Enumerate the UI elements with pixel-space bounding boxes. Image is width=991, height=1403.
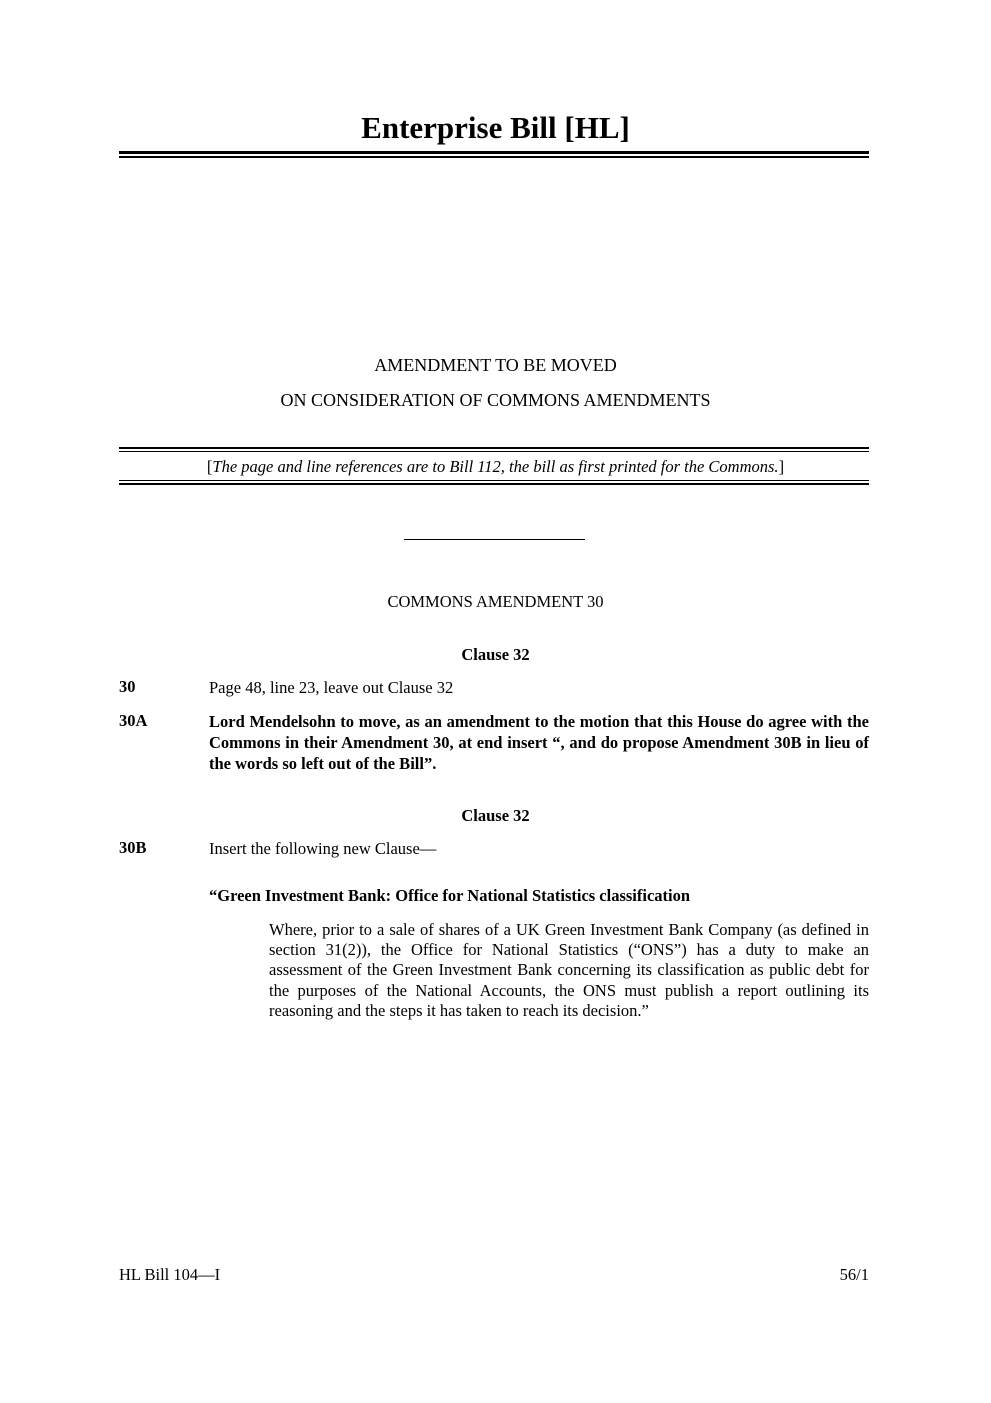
item-number-30a: 30A [119,711,148,730]
clause-heading-1: Clause 32 [461,645,530,664]
note-rule-bottom-1 [119,480,869,481]
note-open-bracket: [ [206,457,213,476]
document-title: Enterprise Bill [HL] [361,110,630,145]
new-clause-intro: Insert the following new Clause— [209,839,437,858]
title-rule-bottom [119,156,869,158]
section-divider [404,539,585,540]
title-rule-top [119,151,869,154]
item-text-30: Page 48, line 23, leave out Clause 32 [209,678,454,697]
reference-note [0,457,991,477]
clause-heading-2: Clause 32 [461,806,530,825]
new-clause-title: “Green Investment Bank: Office for National Statistics classification [209,886,691,905]
item-number-30b: 30B [119,838,147,857]
heading-line-2: ON CONSIDERATION OF COMMONS AMENDMENTS [280,390,711,410]
footer-page-reference: 56/1 [839,1265,869,1284]
note-rule-bottom-2 [119,483,869,485]
footer-bill-reference: HL Bill 104—I [119,1265,221,1284]
item-number-30: 30 [119,677,136,696]
note-rule-top-1 [119,447,869,449]
note-close-bracket: ] [778,457,785,476]
heading-line-1: AMENDMENT TO BE MOVED [374,355,617,375]
amendment-heading: COMMONS AMENDMENT 30 [387,592,604,611]
new-clause-body: Where, prior to a sale of shares of a UK Green Investment Bank Company (as defined in section 31(2)), the Office for National Statistics (“ONS”) has a duty to make an assessment of the Green Investment Bank concerning its classification as public debt for the purposes of the National Accounts, the ONS must publish a report outlining its reasoning and the steps it has taken to reach its decision.” [269,920,869,1020]
note-text: The page and line references are to Bill 112, the bill as first printed for the Commons. [212,457,779,476]
item-text-30a: Lord Mendelsohn to move, as an amendment to the motion that this House do agree with the Commons in their Amendment 30, at end insert “, and do propose Amendment 30B in lieu of the words so left out of the Bill”. [209,712,869,773]
note-rule-top-2 [119,451,869,452]
